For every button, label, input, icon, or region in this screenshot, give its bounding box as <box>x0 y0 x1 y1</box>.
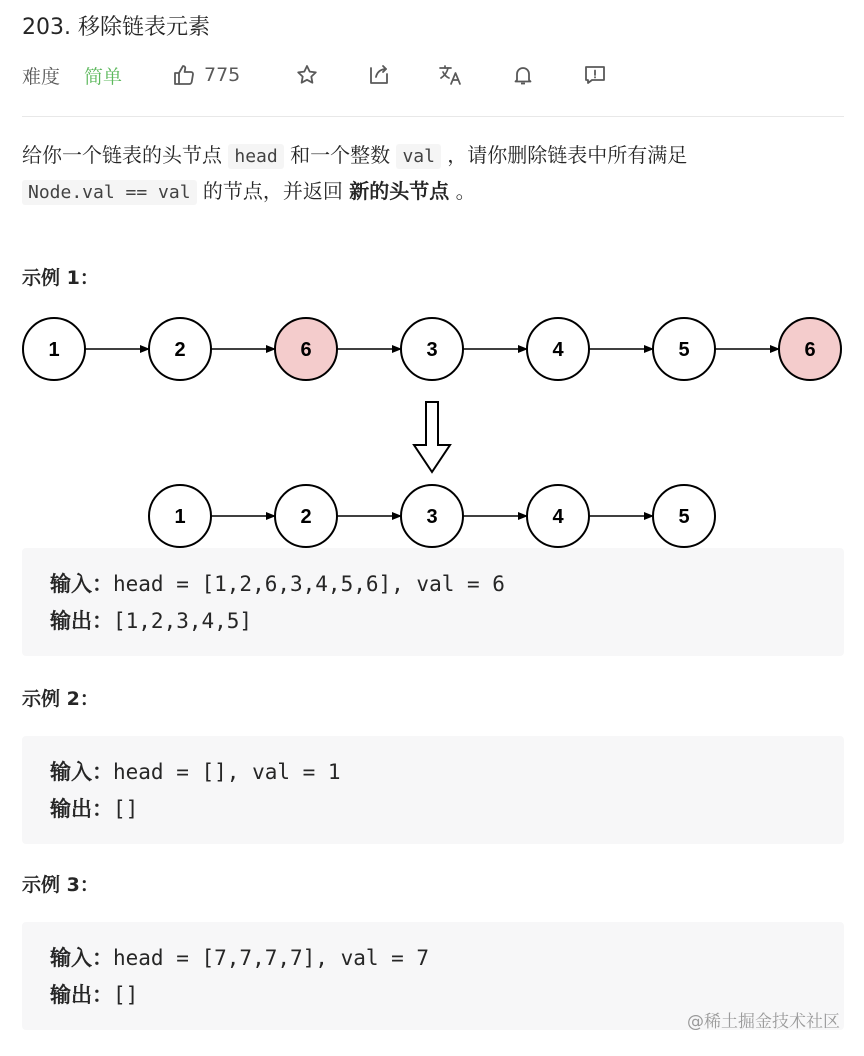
example-2-title: 示例 2： <box>22 688 99 710</box>
after-node-label: 4 <box>552 506 564 528</box>
share-button[interactable] <box>364 58 394 92</box>
example-3-title: 示例 3： <box>22 874 99 896</box>
before-node-label: 4 <box>552 339 564 361</box>
description-bold: 新的头节点 <box>349 179 450 203</box>
before-node-label: 3 <box>426 339 438 361</box>
favorite-button[interactable] <box>292 58 322 92</box>
input-value: head = [1,2,6,3,4,5,6], val = 6 <box>113 572 505 596</box>
thumbs-up-icon <box>172 63 196 87</box>
translate-button[interactable] <box>436 58 466 92</box>
after-node-label: 5 <box>678 506 690 528</box>
description-text: 的节点，并返回 <box>196 179 350 203</box>
like-button[interactable] <box>172 58 240 92</box>
output-value: [] <box>113 797 139 821</box>
translate-icon <box>438 63 464 87</box>
output-label: 输出： <box>50 983 113 1007</box>
notification-button[interactable] <box>508 58 538 92</box>
example-2-code <box>22 736 844 844</box>
problem-title: 203. 移除链表元素 <box>22 15 210 40</box>
before-node-label: 2 <box>174 339 186 361</box>
code-head: head <box>228 144 283 169</box>
share-icon <box>367 63 391 87</box>
output-value: [] <box>113 983 139 1007</box>
input-value: head = [7,7,7,7], val = 7 <box>113 946 430 970</box>
linked-list-diagram <box>0 310 864 555</box>
input-value: head = [], val = 1 <box>113 760 341 784</box>
down-arrow-icon <box>414 402 450 472</box>
watermark: @稀土掘金技术社区 <box>687 1012 840 1032</box>
difficulty-value: 简单 <box>84 65 123 88</box>
before-node-label: 6 <box>300 339 312 361</box>
like-count: 775 <box>204 64 241 86</box>
input-label: 输入： <box>50 572 113 596</box>
after-node-label: 2 <box>300 506 312 528</box>
description-text: 给你一个链表的头节点 <box>22 143 229 167</box>
divider <box>22 116 844 117</box>
example-1-title: 示例 1： <box>22 267 99 289</box>
example-output-line <box>50 791 844 828</box>
description-text: 。 <box>449 179 476 203</box>
code-condition: Node.val == val <box>22 180 197 205</box>
before-node-label: 6 <box>804 339 816 361</box>
example-output-line <box>50 603 844 640</box>
output-label: 输出： <box>50 609 113 633</box>
after-node-label: 1 <box>174 506 186 528</box>
code-val: val <box>396 144 441 169</box>
difficulty-label: 难度 <box>22 65 61 88</box>
input-label: 输入： <box>50 760 113 784</box>
output-label: 输出： <box>50 797 113 821</box>
feedback-button[interactable] <box>580 58 610 92</box>
before-node-label: 1 <box>48 339 60 361</box>
feedback-icon <box>583 63 607 87</box>
example-input-line <box>50 940 844 977</box>
before-node-label: 5 <box>678 339 690 361</box>
problem-description <box>22 138 842 210</box>
description-text: ，请你删除链表中所有满足 <box>440 143 688 167</box>
problem-meta-bar <box>22 58 842 92</box>
description-text: 和一个整数 <box>283 143 397 167</box>
after-node-label: 3 <box>426 506 438 528</box>
example-1-code <box>22 548 844 656</box>
output-value: [1,2,3,4,5] <box>113 609 253 633</box>
bell-icon <box>511 63 535 87</box>
input-label: 输入： <box>50 946 113 970</box>
example-input-line <box>50 566 844 603</box>
example-input-line <box>50 754 844 791</box>
star-icon <box>295 63 319 87</box>
